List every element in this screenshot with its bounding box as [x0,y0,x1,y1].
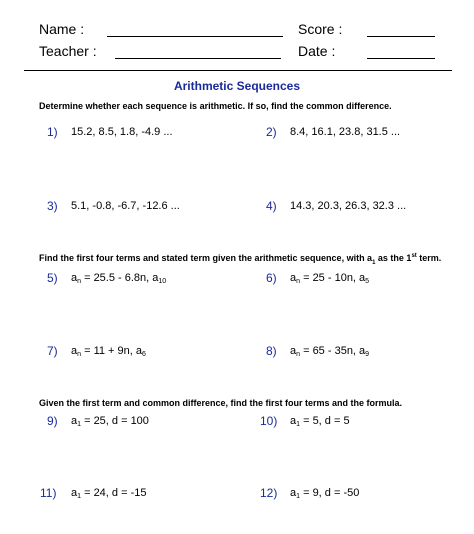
teacher-label: Teacher : [39,43,97,59]
problem-5-number: 5) [47,271,58,285]
problem-2-text: 8.4, 16.1, 23.8, 31.5 ... [290,126,401,138]
teacher-line[interactable] [115,58,281,59]
problem-5-text: $a_n = 25.5 - 6.8n$, $a_{10}$ [71,272,167,285]
problem-9-text: $a_1 = 25$, d = 100 [71,415,149,428]
problem-12-number: 12) [260,486,278,500]
section3-instruction: Given the first term and common difference, find the first four terms and the formula. [39,398,403,408]
problem-6-number: 6) [266,271,277,285]
name-label: Name : [39,21,85,37]
problem-12-text: $a_1 = 9$, d = -50 [290,487,360,500]
problem-10-text: $a_1 = 5$, d = 5 [290,415,350,428]
problem-7-number: 7) [47,344,58,358]
problem-1-number: 1) [47,125,58,139]
score-line[interactable] [367,36,435,37]
header-divider [24,70,452,71]
problem-8-text: $a_n = 65 - 35n$, $a_9$ [290,345,370,358]
problem-7-text: $a_n = 11 + 9n$, $a_6$ [71,345,146,358]
date-label: Date : [298,43,336,59]
problem-10-number: 10) [260,414,278,428]
problem-4-text: 14.3, 20.3, 26.3, 32.3 ... [290,200,407,212]
problem-11-text: $a_1 = 24$, d = -15 [71,487,147,500]
problem-11-number: 11) [40,486,57,500]
date-line[interactable] [367,58,435,59]
section2-instruction: Find the first four terms and stated term given the arithmetic sequence, with $a_1$ as the 1st term. [39,253,442,266]
name-line[interactable] [107,36,283,37]
problem-9-number: 9) [47,414,58,428]
problem-3-text: 5.1, -0.8, -6.7, -12.6 ... [71,200,180,212]
worksheet-title: Arithmetic Sequences [173,79,301,93]
section1-instruction: Determine whether each sequence is arithmetic. If so, find the common difference. [39,101,392,111]
score-label: Score : [298,21,343,37]
problem-2-number: 2) [266,125,277,139]
problem-4-number: 4) [266,199,277,213]
problem-3-number: 3) [47,199,58,213]
problem-8-number: 8) [266,344,277,358]
problem-6-text: $a_n = 25 - 10n$, $a_5$ [290,272,370,285]
problem-1-text: 15.2, 8.5, 1.8, -4.9 ... [71,126,173,138]
